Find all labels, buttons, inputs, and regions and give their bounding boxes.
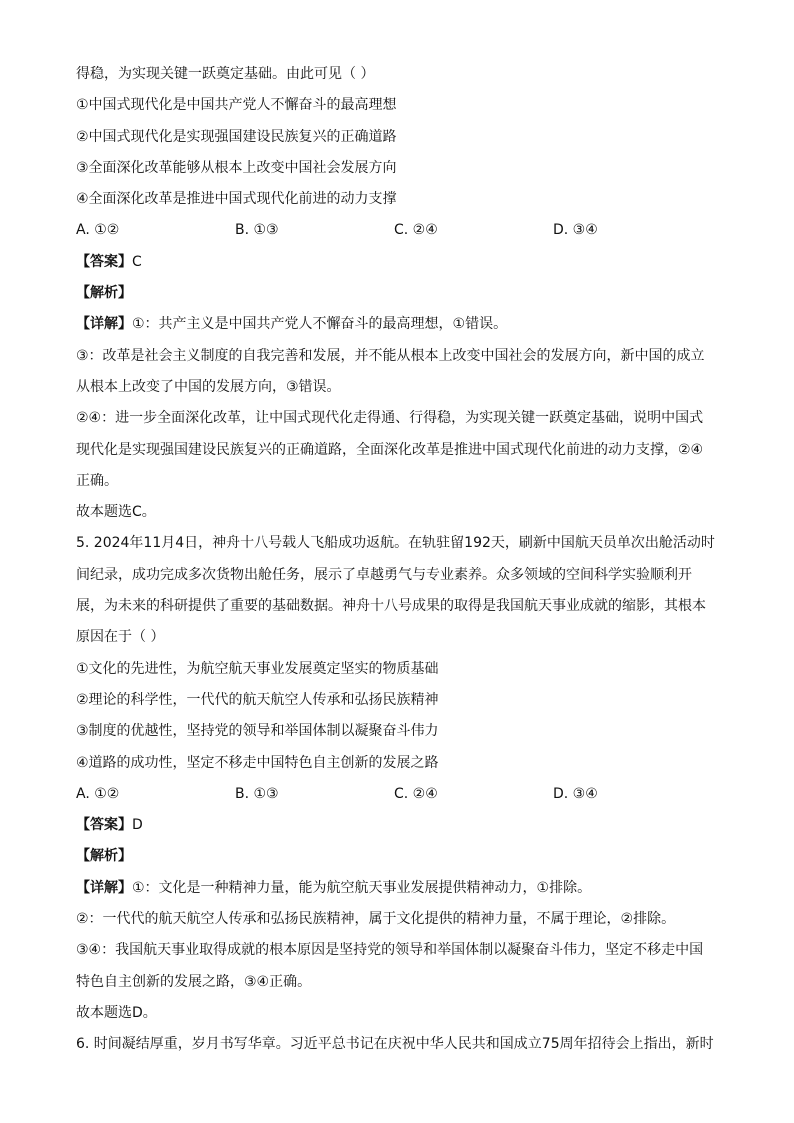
q5-option-b: B. ①③ [235, 785, 279, 802]
q5-item-4: ④道路的成功性，坚定不移走中国特色自主创新的发展之路 [76, 754, 439, 771]
q4-item-3: ③全面深化改革能够从根本上改变中国社会发展方向 [76, 159, 397, 176]
q4-item-1: ①中国式现代化是中国共产党人不懈奋斗的最高理想 [76, 97, 397, 114]
q4-option-d: D. ③④ [553, 222, 598, 239]
q5-stem-1: 5. 2024年11月4日，神舟十八号载人飞船成功返航。在轨驻留192天，刷新中国航天员单次出舱活动时 [76, 535, 715, 552]
q5-item-2: ②理论的科学性，一代代的航天航空人传承和弘扬民族精神 [76, 691, 439, 708]
q5-option-a: A. ①② [76, 785, 120, 802]
q4-detail-3: 从根本上改变了中国的发展方向，③错误。 [76, 378, 341, 395]
q5-detail-1 [76, 873, 712, 904]
q4-detail-4: ②④：进一步全面深化改革，让中国式现代化走得通、行得稳，为实现关键一跃奠定基础，说明中国式 [76, 410, 704, 427]
q4-conclusion: 故本题选C。 [76, 504, 156, 521]
q5-answer-value: D [132, 817, 143, 834]
q4-detail-text-1: ①：共产主义是中国共产党人不懈奋斗的最高理想，①错误。 [132, 316, 508, 333]
q4-stem-tail: 得稳，为实现关键一跃奠定基础。由此可见（ ） [76, 66, 375, 82]
q4-answer-value: C [132, 253, 142, 270]
q4-options [76, 215, 712, 246]
q4-detail-2: ③：改革是社会主义制度的自我完善和发展，并不能从根本上改变中国社会的发展方向，新中国的成立 [76, 347, 705, 364]
q5-stem-2: 间纪录，成功完成多次货物出舱任务，展示了卓越勇气与专业素养。众多领域的空间科学实验顺利开 [76, 566, 692, 583]
q5-conclusion: 故本题选D。 [76, 1004, 157, 1021]
q5-detail-label: 【详解】 [76, 879, 132, 896]
q4-option-a: A. ①② [76, 222, 120, 239]
q5-options [76, 779, 712, 810]
q5-detail-text-1: ①：文化是一种精神力量，能为航空航天事业发展提供精神动力，①排除。 [132, 879, 592, 896]
q4-analysis-label: 【解析】 [76, 285, 132, 302]
q5-option-d: D. ③④ [553, 785, 598, 802]
q4-item-2: ②中国式现代化是实现强国建设民族复兴的正确道路 [76, 128, 397, 145]
q4-answer-label: 【答案】 [76, 253, 132, 270]
q5-stem-3: 展，为未来的科研提供了重要的基础数据。神舟十八号成果的取得是我国航天事业成就的缩影，其根本 [76, 598, 706, 615]
q4-option-b: B. ①③ [235, 222, 279, 239]
q4-option-c: C. ②④ [394, 222, 438, 239]
q5-detail-4: 特色自主创新的发展之路，③④正确。 [76, 973, 312, 990]
q5-detail-3: ③④：我国航天事业取得成就的根本原因是坚持党的领导和举国体制以凝聚奋斗伟力，坚定不移走中国 [76, 942, 704, 959]
q4-answer [76, 247, 712, 278]
q5-stem-4: 原因在于（ ） [76, 629, 165, 646]
q4-detail-1 [76, 309, 712, 340]
q4-analysis [76, 278, 712, 309]
q5-answer-label: 【答案】 [76, 817, 132, 834]
q5-option-c: C. ②④ [394, 785, 438, 802]
q4-item-4: ④全面深化改革是推进中国式现代化前进的动力支撑 [76, 191, 397, 208]
q5-detail-2: ②：一代代的航天航空人传承和弘扬民族精神，属于文化提供的精神力量，不属于理论，②排除。 [76, 911, 676, 928]
q4-detail-5: 现代化是实现强国建设民族复兴的正确道路，全面深化改革是推进中国式现代化前进的动力支撑，②④ [76, 441, 704, 458]
q5-analysis-label: 【解析】 [76, 848, 132, 865]
q5-analysis [76, 841, 712, 872]
q5-item-1: ①文化的先进性，为航空航天事业发展奠定坚实的物质基础 [76, 660, 439, 677]
q5-item-3: ③制度的优越性，坚持党的领导和举国体制以凝聚奋斗伟力 [76, 723, 439, 740]
q5-answer [76, 810, 712, 841]
q4-detail-6: 正确。 [76, 472, 118, 489]
q6-stem-1: 6. 时间凝结厚重，岁月书写华章。习近平总书记在庆祝中华人民共和国成立75周年招待会上指出，新时 [76, 1036, 714, 1053]
q4-detail-label: 【详解】 [76, 316, 132, 333]
